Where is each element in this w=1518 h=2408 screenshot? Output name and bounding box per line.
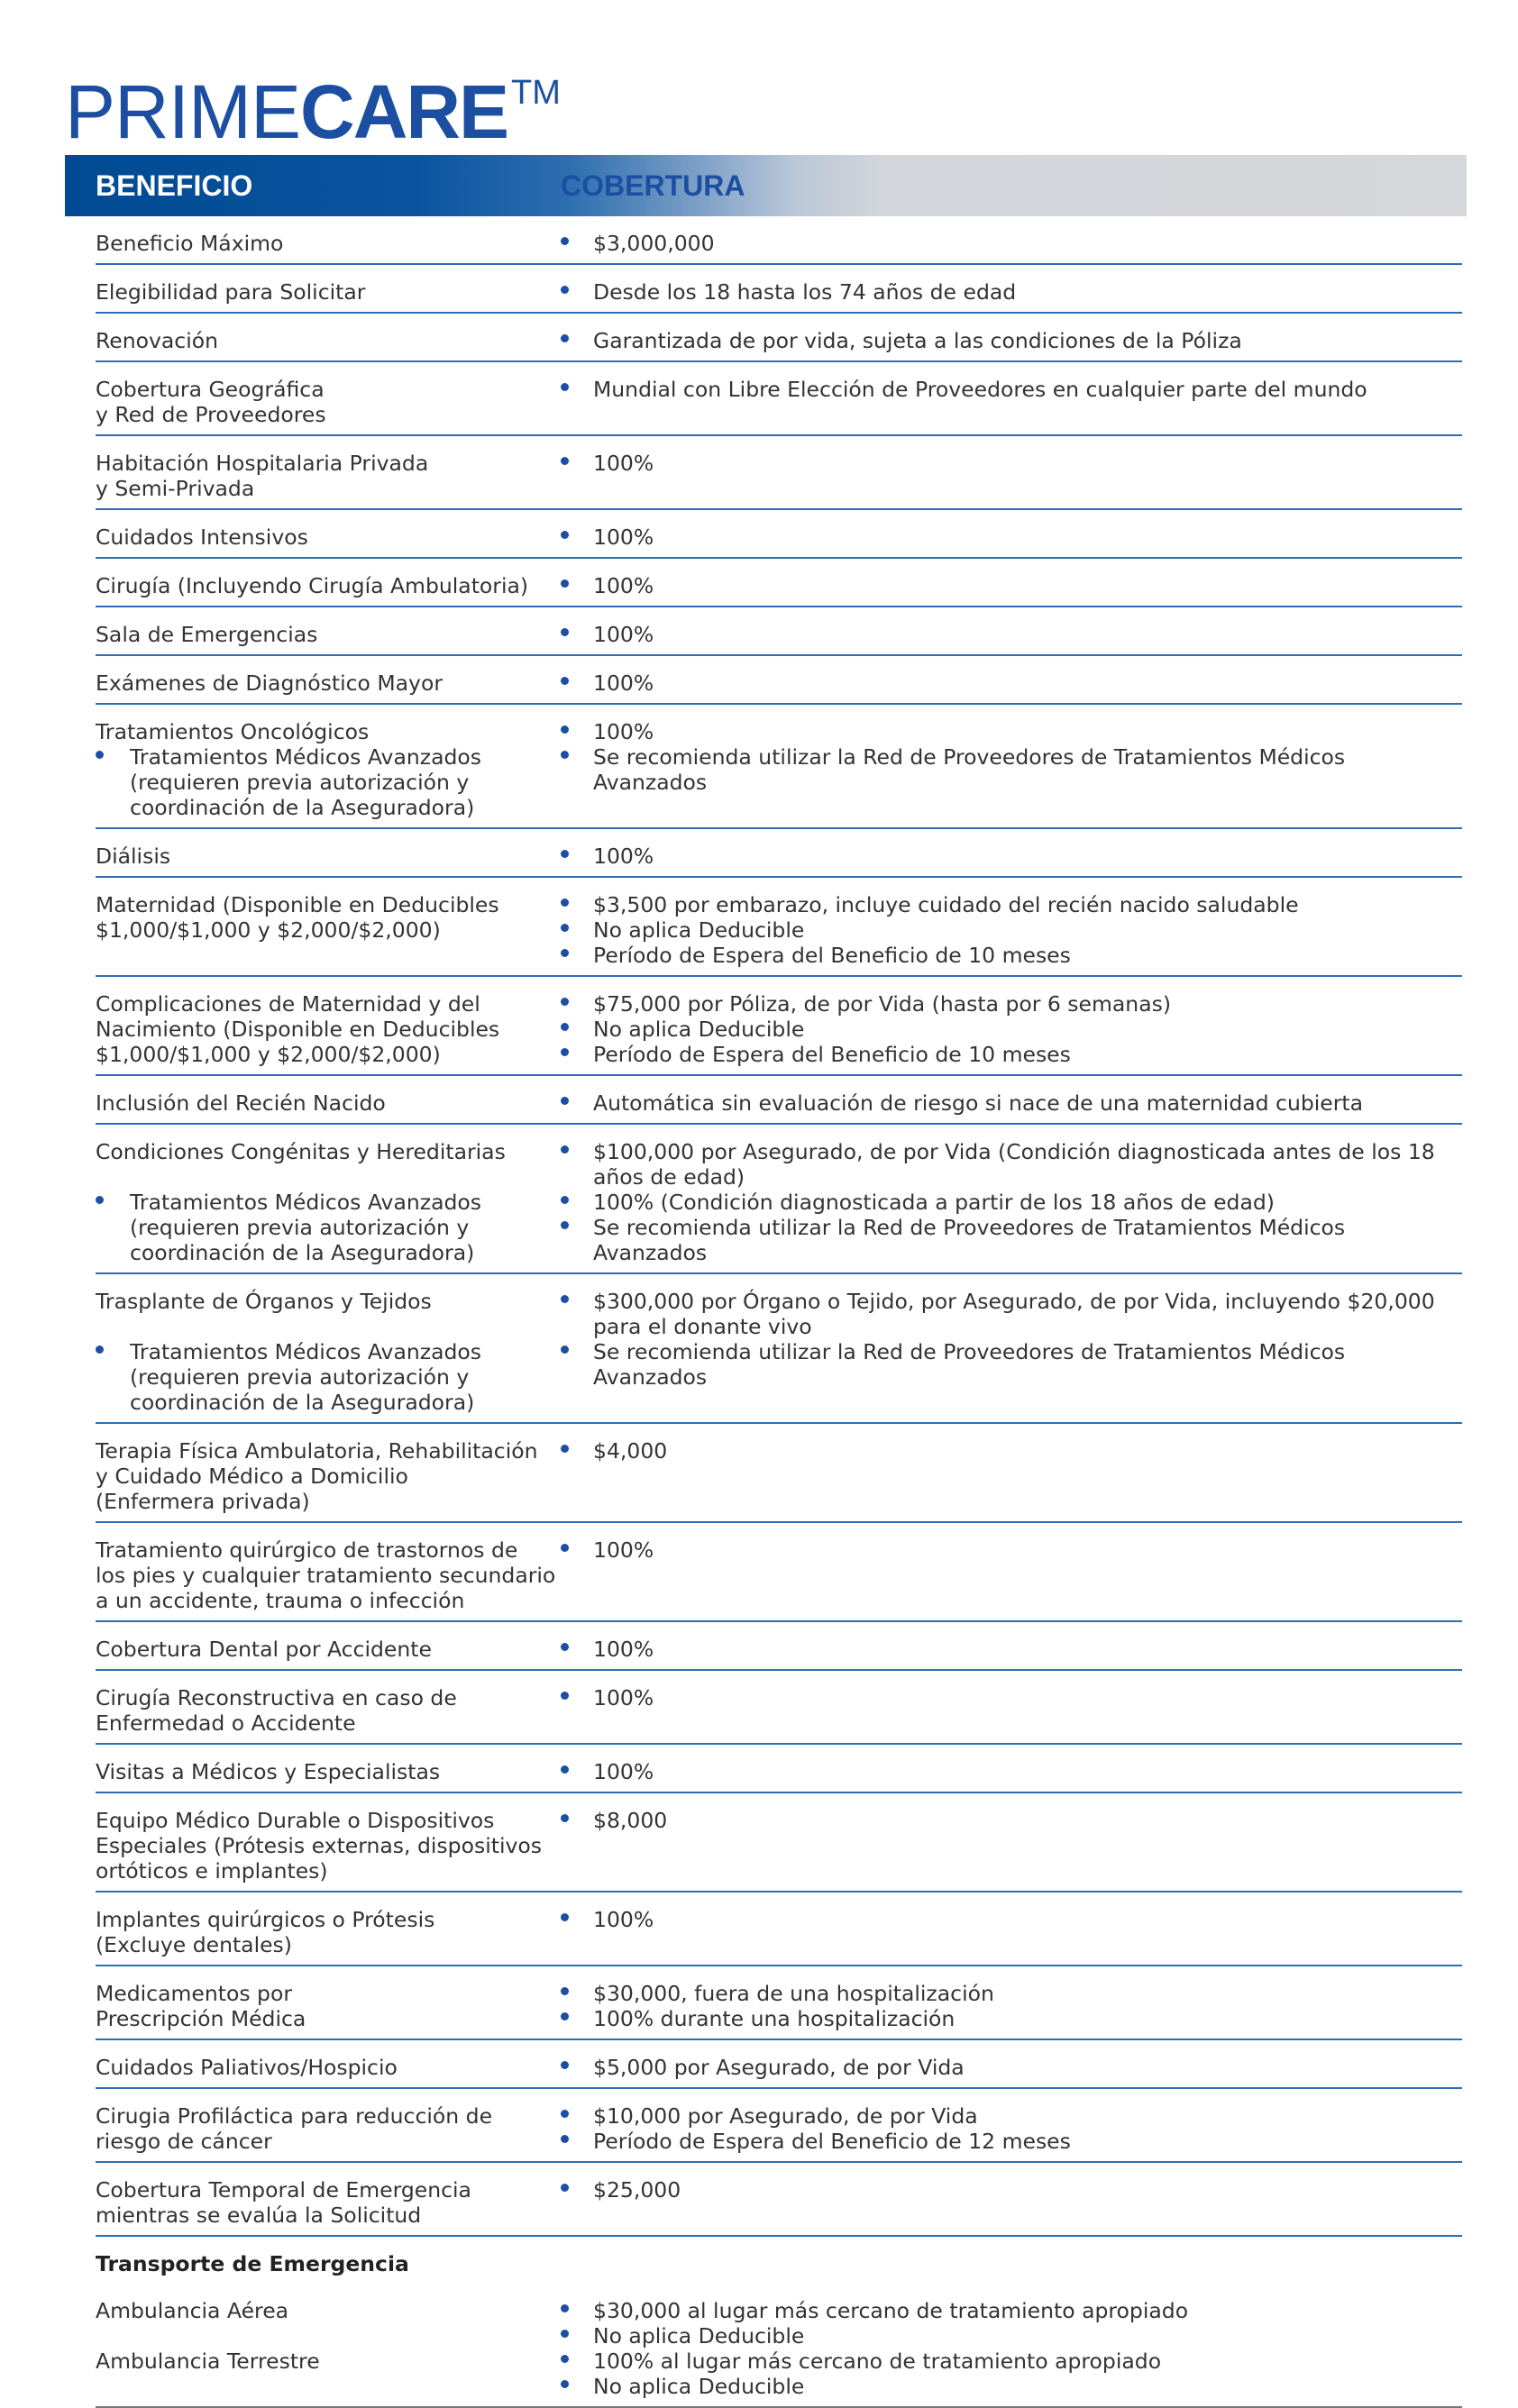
coverage-cell <box>561 231 1462 256</box>
benefit-text: (Excluye dentales) <box>96 1932 292 1957</box>
coverage-item: $30,000 al lugar más cercano de tratamiento apropiado <box>561 2298 1462 2323</box>
spacer <box>96 2323 561 2349</box>
table-row <box>96 1745 1462 1793</box>
coverage-item: 100% <box>561 622 1462 647</box>
coverage-cell <box>561 1090 1462 1116</box>
benefit-cell <box>96 1090 561 1116</box>
table-row <box>96 829 1462 878</box>
benefit-subitem-note: coordinación de la Aseguradora) <box>130 795 475 820</box>
benefit-text: Maternidad (Disponible en Deducibles <box>96 892 499 917</box>
benefit-text: $1,000/$1,000 y $2,000/$2,000) <box>96 917 441 943</box>
coverage-cell <box>561 2103 1462 2154</box>
logo-trademark: TM <box>511 74 561 112</box>
coverage-item-cont: años de edad) <box>593 1164 745 1190</box>
coverage-item: Mundial con Libre Elección de Proveedores en cualquier parte del mundo <box>561 377 1462 402</box>
spacer <box>96 1314 561 1339</box>
coverage-item: 100% <box>561 1759 1462 1784</box>
benefit-text: riesgo de cáncer <box>96 2129 272 2154</box>
table-row <box>96 362 1462 436</box>
coverage-item: Se recomienda utilizar la Red de Proveedores de Tratamientos Médicos <box>561 744 1462 770</box>
coverage-cell <box>561 991 1462 1067</box>
coverage-item: 100% <box>561 1685 1462 1710</box>
coverage-cell <box>561 2177 1462 2228</box>
coverage-item-cont: Avanzados <box>593 1364 708 1390</box>
table-row <box>96 607 1462 656</box>
benefit-cell <box>96 1685 561 1736</box>
benefit-text: Beneficio Máximo <box>96 231 284 256</box>
coverage-item: 100% <box>561 1907 1462 1932</box>
coverage-item: No aplica Deducible <box>561 2374 1462 2399</box>
coverage-item: Automática sin evaluación de riesgo si nace de una maternidad cubierta <box>561 1090 1462 1116</box>
coverage-cell <box>561 719 1462 820</box>
coverage-item: $30,000, fuera de una hospitalización <box>561 1981 1462 2006</box>
benefit-subitem: Tratamientos Médicos Avanzados <box>96 1190 561 1215</box>
table-row <box>96 1793 1462 1893</box>
benefit-text: los pies y cualquier tratamiento secundario <box>96 1563 556 1588</box>
benefit-text: Ambulancia Aérea <box>96 2298 289 2323</box>
benefit-cell <box>96 451 561 501</box>
benefit-text: Elegibilidad para Solicitar <box>96 279 366 305</box>
coverage-item: 100% <box>561 1537 1462 1563</box>
coverage-item: $10,000 por Asegurado, de por Vida <box>561 2103 1462 2129</box>
table-row <box>96 436 1462 510</box>
benefit-text: Ambulancia Terrestre <box>96 2349 320 2374</box>
coverage-item: 100% <box>561 844 1462 869</box>
benefit-text: Sala de Emergencias <box>96 622 318 647</box>
coverage-cell <box>561 1685 1462 1736</box>
coverage-cell <box>561 1139 1462 1265</box>
benefit-cell <box>96 328 561 353</box>
benefit-cell <box>96 279 561 305</box>
benefit-text: Trasplante de Órganos y Tejidos <box>96 1289 432 1314</box>
benefit-cell <box>96 1907 561 1957</box>
benefit-cell <box>96 892 561 968</box>
benefit-text: Inclusión del Recién Nacido <box>96 1090 386 1116</box>
coverage-item: $25,000 <box>561 2177 1462 2203</box>
section-title: Transporte de Emergencia <box>96 2251 409 2276</box>
benefit-text: Implantes quirúrgicos o Prótesis <box>96 1907 435 1932</box>
benefit-cell <box>96 2298 561 2399</box>
benefit-subitem-note: (requieren previa autorización y <box>130 770 470 795</box>
benefit-text: mientras se evalúa la Solicitud <box>96 2203 422 2228</box>
benefit-text: Cobertura Dental por Accidente <box>96 1637 432 1662</box>
benefits-table <box>96 216 1462 2408</box>
table-row <box>96 1424 1462 1523</box>
coverage-item: $5,000 por Asegurado, de por Vida <box>561 2055 1462 2080</box>
coverage-item: Se recomienda utilizar la Red de Proveedores de Tratamientos Médicos <box>561 1339 1462 1364</box>
coverage-cell <box>561 451 1462 501</box>
coverage-item: No aplica Deducible <box>561 2323 1462 2349</box>
benefit-text: y Cuidado Médico a Domicilio <box>96 1464 408 1489</box>
table-row <box>96 510 1462 559</box>
logo-care: CARE <box>300 69 508 154</box>
benefit-cell <box>96 2055 561 2080</box>
benefit-text: Enfermedad o Accidente <box>96 1710 356 1736</box>
coverage-item: Garantizada de por vida, sujeta a las condiciones de la Póliza <box>561 328 1462 353</box>
benefit-cell <box>96 2177 561 2228</box>
benefit-text: Cirugía (Incluyendo Cirugía Ambulatoria) <box>96 573 529 598</box>
table-row <box>96 1622 1462 1671</box>
benefit-cell <box>96 2251 561 2276</box>
table-row <box>96 2040 1462 2089</box>
benefit-text: Tratamientos Oncológicos <box>96 719 370 744</box>
benefit-subitem: Tratamientos Médicos Avanzados <box>96 744 561 770</box>
benefit-cell <box>96 1808 561 1884</box>
coverage-cell <box>561 524 1462 550</box>
benefit-cell <box>96 1637 561 1662</box>
coverage-item: $3,000,000 <box>561 231 1462 256</box>
coverage-item: 100% <box>561 719 1462 744</box>
coverage-cell <box>561 279 1462 305</box>
benefit-cell <box>96 670 561 696</box>
coverage-cell <box>561 1808 1462 1884</box>
coverage-item: No aplica Deducible <box>561 1017 1462 1042</box>
benefit-text: y Red de Proveedores <box>96 402 326 427</box>
coverage-cell <box>561 1637 1462 1662</box>
coverage-item: Se recomienda utilizar la Red de Proveedores de Tratamientos Médicos <box>561 1215 1462 1240</box>
table-row <box>96 656 1462 705</box>
benefit-cell <box>96 1759 561 1784</box>
coverage-cell <box>561 892 1462 968</box>
coverage-item: 100% <box>561 573 1462 598</box>
coverage-cell <box>561 2251 1462 2276</box>
benefit-cell <box>96 231 561 256</box>
benefit-subitem-note: coordinación de la Aseguradora) <box>130 1390 475 1415</box>
benefit-text: Cobertura Geográfica <box>96 377 325 402</box>
benefit-text: Equipo Médico Durable o Dispositivos <box>96 1808 495 1833</box>
benefit-text: Complicaciones de Maternidad y del <box>96 991 480 1017</box>
table-row <box>96 2089 1462 2163</box>
table-row <box>96 1274 1462 1424</box>
coverage-item: 100% (Condición diagnosticada a partir de los 18 años de edad) <box>561 1190 1462 1215</box>
coverage-item: 100% <box>561 524 1462 550</box>
primecare-logo <box>65 52 561 154</box>
benefit-text: Diálisis <box>96 844 171 869</box>
coverage-cell <box>561 844 1462 869</box>
coverage-cell <box>561 622 1462 647</box>
coverage-item: Período de Espera del Beneficio de 10 meses <box>561 943 1462 968</box>
benefit-text: a un accidente, trauma o infección <box>96 1588 465 1613</box>
benefit-text: Nacimiento (Disponible en Deducibles <box>96 1017 500 1042</box>
benefit-subitem-note: (requieren previa autorización y <box>130 1364 470 1390</box>
benefit-text: Condiciones Congénitas y Hereditarias <box>96 1139 506 1164</box>
header-beneficio: BENEFICIO <box>96 169 253 202</box>
benefit-text: Cuidados Intensivos <box>96 524 308 550</box>
table-row <box>96 2284 1462 2408</box>
coverage-cell <box>561 328 1462 353</box>
benefit-subitem-note: coordinación de la Aseguradora) <box>130 1240 475 1265</box>
coverage-item: $300,000 por Órgano o Tejido, por Asegurado, de por Vida, incluyendo $20,000 <box>561 1289 1462 1314</box>
table-row <box>96 1671 1462 1745</box>
benefit-text: (Enfermera privada) <box>96 1489 310 1514</box>
benefit-text: Cirugía Reconstructiva en caso de <box>96 1685 457 1710</box>
benefit-text: ortóticos e implantes) <box>96 1858 328 1884</box>
coverage-item: No aplica Deducible <box>561 917 1462 943</box>
coverage-cell <box>561 2298 1462 2399</box>
header-cobertura: COBERTURA <box>561 169 745 202</box>
benefit-cell <box>96 1289 561 1415</box>
table-row <box>96 705 1462 829</box>
benefit-text: Cobertura Temporal de Emergencia <box>96 2177 471 2203</box>
coverage-item: $4,000 <box>561 1438 1462 1464</box>
benefit-text: Habitación Hospitalaria Privada <box>96 451 429 476</box>
benefit-text: Especiales (Prótesis externas, dispositivos <box>96 1833 543 1858</box>
coverage-cell <box>561 1289 1462 1415</box>
benefit-cell <box>96 844 561 869</box>
table-row <box>96 977 1462 1076</box>
coverage-cell <box>561 1438 1462 1514</box>
table-header <box>65 155 1467 216</box>
coverage-cell <box>561 2055 1462 2080</box>
coverage-item-cont: Avanzados <box>593 770 708 795</box>
benefit-cell <box>96 1139 561 1265</box>
benefit-text: Cirugia Profiláctica para reducción de <box>96 2103 493 2129</box>
coverage-item: 100% <box>561 670 1462 696</box>
benefit-cell <box>96 719 561 820</box>
coverage-cell <box>561 1537 1462 1613</box>
section-header-row <box>96 2237 1462 2284</box>
logo-prime: PRIME <box>65 69 301 154</box>
coverage-cell <box>561 377 1462 427</box>
coverage-item: Período de Espera del Beneficio de 10 meses <box>561 1042 1462 1067</box>
benefit-cell <box>96 2103 561 2154</box>
benefit-cell <box>96 524 561 550</box>
benefit-text: Visitas a Médicos y Especialistas <box>96 1759 441 1784</box>
benefit-cell <box>96 377 561 427</box>
table-row <box>96 878 1462 977</box>
table-row <box>96 216 1462 265</box>
table-row <box>96 1076 1462 1125</box>
coverage-item-cont: Avanzados <box>593 1240 708 1265</box>
coverage-item: Desde los 18 hasta los 74 años de edad <box>561 279 1462 305</box>
table-row <box>96 1523 1462 1622</box>
coverage-item: 100% al lugar más cercano de tratamiento apropiado <box>561 2349 1462 2374</box>
coverage-item: $75,000 por Póliza, de por Vida (hasta por 6 semanas) <box>561 991 1462 1017</box>
coverage-item: $100,000 por Asegurado, de por Vida (Condición diagnosticada antes de los 18 <box>561 1139 1462 1164</box>
benefit-subitem-note: (requieren previa autorización y <box>130 1215 470 1240</box>
benefit-text: Tratamiento quirúrgico de trastornos de <box>96 1537 518 1563</box>
table-row <box>96 1966 1462 2040</box>
coverage-cell <box>561 1981 1462 2031</box>
benefit-text: Cuidados Paliativos/Hospicio <box>96 2055 398 2080</box>
benefit-text: Medicamentos por <box>96 1981 293 2006</box>
coverage-item: 100% <box>561 1637 1462 1662</box>
benefit-cell <box>96 622 561 647</box>
coverage-item-cont: para el donante vivo <box>593 1314 812 1339</box>
benefit-cell <box>96 1438 561 1514</box>
table-row <box>96 559 1462 607</box>
coverage-cell <box>561 670 1462 696</box>
benefit-text: Renovación <box>96 328 219 353</box>
spacer <box>96 1164 561 1190</box>
table-row <box>96 1893 1462 1966</box>
table-row <box>96 314 1462 362</box>
benefit-text: $1,000/$1,000 y $2,000/$2,000) <box>96 1042 441 1067</box>
coverage-cell <box>561 1907 1462 1957</box>
benefit-text: y Semi-Privada <box>96 476 255 501</box>
benefit-text: Terapia Física Ambulatoria, Rehabilitación <box>96 1438 538 1464</box>
coverage-cell <box>561 573 1462 598</box>
coverage-item: $8,000 <box>561 1808 1462 1833</box>
benefit-cell <box>96 991 561 1067</box>
benefit-cell <box>96 1981 561 2031</box>
coverage-item: 100% <box>561 451 1462 476</box>
benefit-subitem: Tratamientos Médicos Avanzados <box>96 1339 561 1364</box>
benefit-cell <box>96 1537 561 1613</box>
coverage-cell <box>561 1759 1462 1784</box>
benefit-text: Exámenes de Diagnóstico Mayor <box>96 670 444 696</box>
coverage-item: $3,500 por embarazo, incluye cuidado del recién nacido saludable <box>561 892 1462 917</box>
table-row <box>96 2163 1462 2237</box>
benefit-text: Prescripción Médica <box>96 2006 306 2031</box>
benefit-cell <box>96 573 561 598</box>
coverage-item: 100% durante una hospitalización <box>561 2006 1462 2031</box>
coverage-item: Período de Espera del Beneficio de 12 meses <box>561 2129 1462 2154</box>
table-row <box>96 265 1462 314</box>
table-row <box>96 1125 1462 1274</box>
